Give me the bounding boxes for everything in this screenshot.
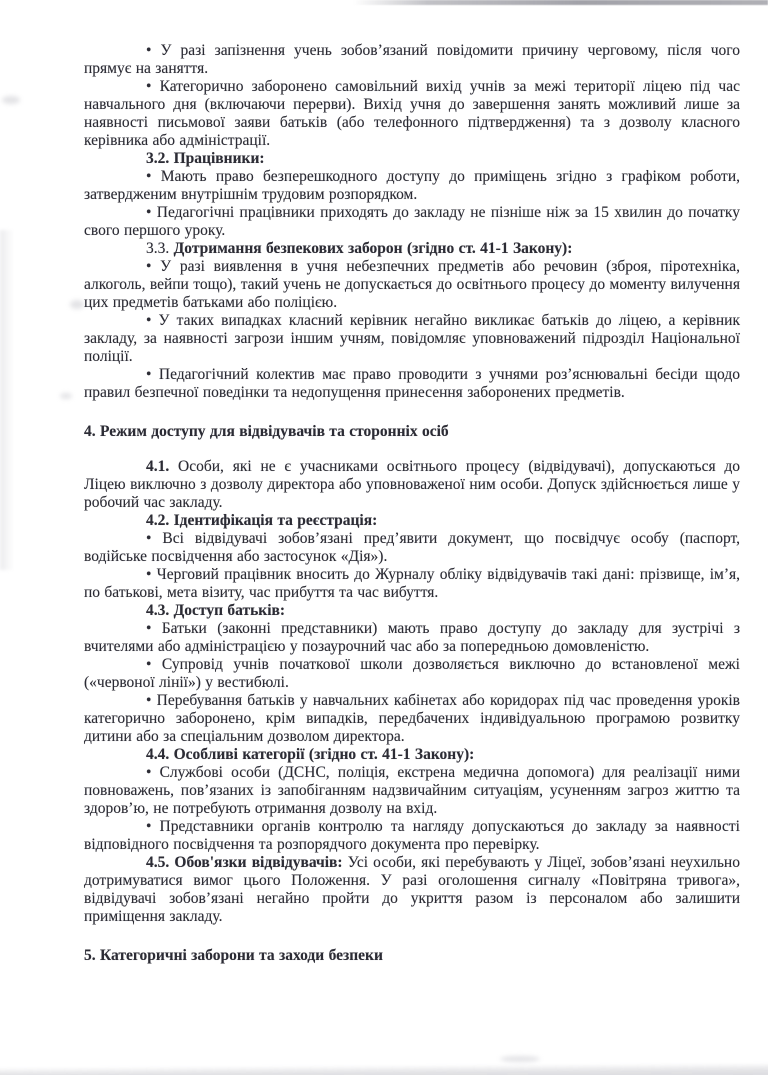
- text-run: 4.2. Ідентифікація та реєстрація:: [146, 512, 378, 529]
- paragraph-bullet: [84, 530, 740, 566]
- scan-smudge: [2, 96, 20, 104]
- paragraph-bullet: [84, 692, 740, 746]
- scan-smudge: [60, 393, 72, 399]
- text-run: • Мають право безперешкодного доступу до приміщень згідно з графіком роботи, затвердженим внутрішнім трудовим розпорядком.: [84, 168, 740, 203]
- scan-smudge: [70, 300, 84, 309]
- paragraph-body: [84, 854, 740, 926]
- text-run: 5. Категоричні заборони та заходи безпеки: [84, 947, 383, 964]
- text-run: • Батьки (законні представники) мають право доступу до закладу для зустрічі з вчителями або адміністрацією у позаурочний час або за попередньою домовленістю.: [84, 620, 740, 655]
- text-run: • У разі виявлення в учня небезпечних предметів або речовин (зброя, піротехніка, алкоголь, вейпи тощо), такий учень не допускається до освітнього процесу до моменту вилучення цих предметів батьками або поліцією.: [84, 258, 740, 311]
- text-run: • Педагогічні працівники приходять до закладу не пізніше ніж за 15 хвилин до початку свого першого уроку.: [84, 204, 740, 239]
- paragraph-heading: [84, 602, 740, 620]
- paragraph-bullet: [84, 168, 740, 204]
- text-run: • Черговий працівник вносить до Журналу обліку відвідувачів такі дані: прізвище, ім’я, по батькові, мета візиту, час прибуття та час вибуття.: [84, 566, 740, 601]
- paragraph-heading: [84, 150, 740, 168]
- paragraph-heading: [84, 746, 740, 764]
- paragraph-section: [84, 947, 740, 965]
- scan-artifact-left-edge: [0, 230, 14, 570]
- text-run: • У таких випадках класний керівник негайно викликає батьків до ліцею, а керівник закладу, за наявності загрози іншим учням, повідомляє уповноважений підрозділ Національної поліції.: [84, 312, 740, 365]
- paragraph-bullet: [84, 204, 740, 240]
- paragraph-bullet: [84, 78, 740, 150]
- text-run: • Всі відвідувачі зобов’язані пред’явити документ, що посвідчує особу (паспорт, водійське посвідчення або застосунок «Дія»).: [84, 530, 740, 565]
- paragraph-bullet: [84, 620, 740, 656]
- text-run: 4. Режим доступу для відвідувачів та сторонніх осіб: [84, 423, 449, 440]
- scan-smudge: [500, 1056, 540, 1062]
- paragraph-bullet: [84, 258, 740, 312]
- document-body: [84, 42, 740, 982]
- paragraph-heading-mixed: [84, 240, 740, 258]
- text-run: Особи, які не є учасниками освітнього процесу (відвідувачі), допускаються до Ліцею виключно з дозволу директора або уповноваженої ним особи. Допуск здійснюється лише у робочий час закладу.: [84, 458, 741, 511]
- scan-artifact-bottom-edge: [0, 1063, 768, 1075]
- text-run: • У разі запізнення учень зобов’язаний повідомити причину черговому, після чого прямує на заняття.: [84, 42, 740, 77]
- paragraph-bullet: [84, 764, 740, 818]
- text-run: • Педагогічний колектив має право проводити з учнями роз’яснювальні бесіди щодо правил безпечної поведінки та недопущення принесення заборонених предметів.: [84, 366, 740, 401]
- text-run: • Представники органів контролю та нагляду допускаються до закладу за наявності відповідного посвідчення та розпорядчого документа про перевірку.: [84, 818, 740, 853]
- paragraph-bullet: [84, 42, 740, 78]
- paragraph-bullet: [84, 656, 740, 692]
- scan-artifact-top-edge: [353, 0, 768, 5]
- paragraph-bullet: [84, 366, 740, 402]
- text-run: 4.5. Обов'язки відвідувачів:: [146, 854, 348, 871]
- text-run: • Перебування батьків у навчальних кабінетах або коридорах під час проведення уроків категорично заборонено, крім випадків, передбачених індивідуальною програмою розвитку дитини або за спеціальним дозволом директора.: [84, 692, 740, 745]
- paragraph-bullet: [84, 566, 740, 602]
- text-run: • Службові особи (ДСНС, поліція, екстрена медична допомога) для реалізації ними повноважень, пов’язаних із запобіганням надзвичайним ситуаціям, усуненням загроз життю та здоров’ю, не потребують отримання дозволу на вхід.: [84, 764, 740, 817]
- paragraph-heading: [84, 512, 740, 530]
- text-run: 4.4. Особливі категорії (згідно ст. 41-1 Закону):: [146, 746, 475, 763]
- text-run: • Категорично заборонено самовільний вихід учнів за межі території ліцею під час навчального дня (включаючи перерви). Вихід учня до завершення занять можливий лише за наявності письмової заяви батьків (або телефонного підтвердження) та з дозволу класного керівника або адміністрації.: [84, 78, 740, 149]
- text-run: • Супровід учнів початкової школи дозволяється виключно до встановленої межі («червоної лінії») у вестибюлі.: [84, 656, 740, 691]
- paragraph-section: [84, 423, 740, 441]
- paragraph-bullet: [84, 312, 740, 366]
- text-run: Дотримання безпекових заборон (згідно ст. 41-1 Закону):: [173, 240, 573, 257]
- text-run: 3.3.: [146, 240, 174, 257]
- paragraph-bullet: [84, 818, 740, 854]
- paragraph-body: [84, 458, 740, 512]
- text-run: 4.3. Доступ батьків:: [146, 602, 286, 619]
- text-run: 3.2. Працівники:: [146, 150, 265, 167]
- text-run: 4.1.: [146, 458, 179, 475]
- text-run: Усі особи, які перебувають у Ліцеї, зобов’язані неухильно дотримуватися вимог цього Положення. У разі оголошення сигналу «Повітряна тривога», відвідувачі зобов’язані негайно пройти до укриття разом із персоналом або залишити приміщення закладу.: [84, 854, 740, 925]
